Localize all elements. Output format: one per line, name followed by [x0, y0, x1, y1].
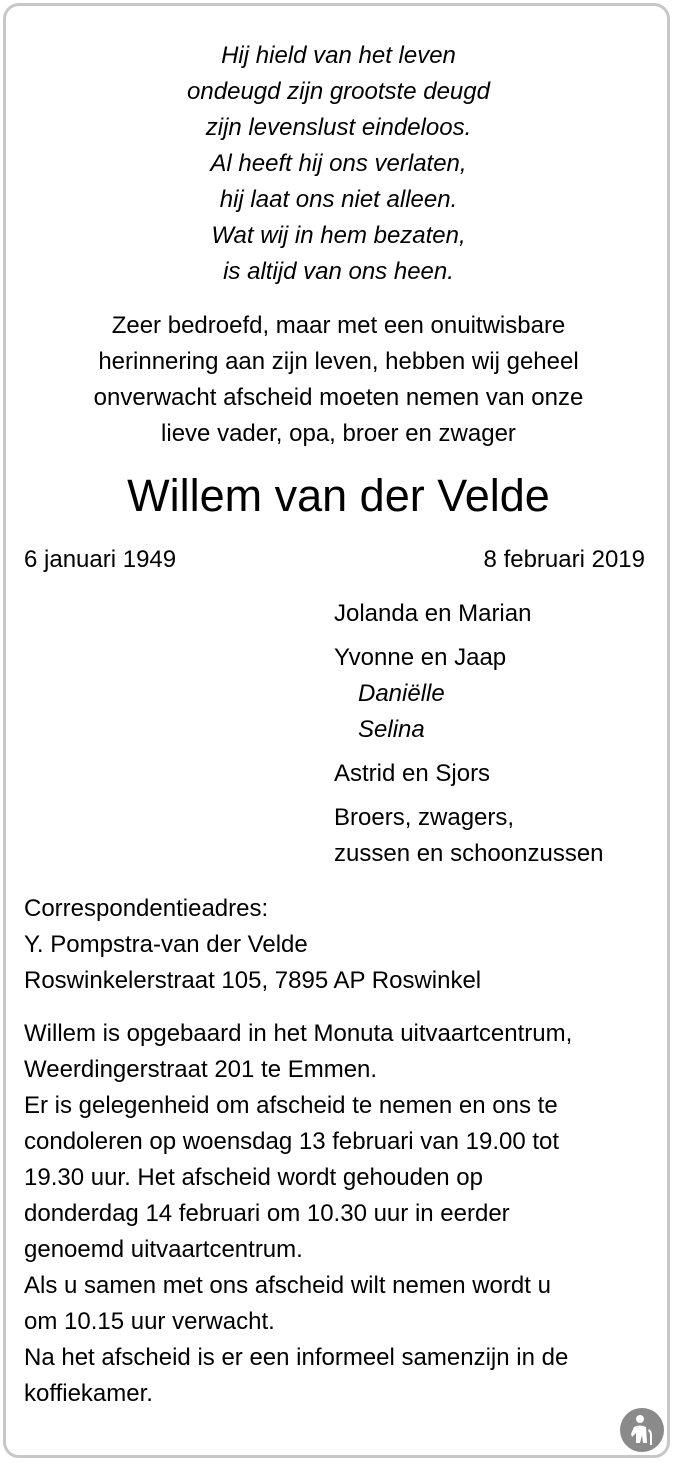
family-list [334, 596, 604, 880]
intro-line: onverwacht afscheid moeten nemen van onze [93, 384, 584, 411]
grandchild-name: Selina [358, 716, 425, 743]
deceased-name: Willem van der Velde [127, 470, 550, 521]
family-line: zussen en schoonzussen [334, 840, 604, 867]
family-line: Astrid en Sjors [334, 760, 491, 787]
family-group [334, 756, 604, 792]
poem-line: ondeugd zijn grootste deugd [187, 78, 490, 105]
grandchild-name: Daniëlle [358, 680, 445, 707]
intro-line: herinnering aan zijn leven, hebben wij geheel [98, 348, 579, 375]
info-line: Willem is opgebaard in het Monuta uitvaartcentrum, [24, 1020, 573, 1047]
intro-line: Zeer bedroefd, maar met een onuitwisbare [111, 312, 566, 339]
poem-line: is altijd van ons heen. [223, 258, 454, 285]
info-line: donderdag 14 februari om 10.30 uur in eerder [24, 1200, 510, 1227]
info-line: genoemd uitvaartcentrum. [24, 1236, 303, 1263]
ceremony-info [24, 1016, 664, 1412]
info-line: Als u samen met ons afscheid wilt nemen wordt u [24, 1272, 551, 1299]
poem-line: hij laat ons niet alleen. [219, 186, 458, 213]
poem-line: zijn levenslust eindeloos. [205, 114, 472, 141]
info-line: koffiekamer. [24, 1380, 153, 1407]
info-line: Na het afscheid is er een informeel samenzijn in de [24, 1344, 569, 1371]
correspondence-address [24, 891, 481, 999]
poem-line: Al heeft hij ons verlaten, [210, 150, 467, 177]
intro-text [0, 308, 677, 452]
info-line: 19.30 uur. Het afscheid wordt gehouden op [24, 1164, 483, 1191]
family-line: Yvonne en Jaap [334, 644, 507, 671]
info-line: Weerdingerstraat 201 te Emmen. [24, 1056, 378, 1083]
birth-date: 6 januari 1949 [24, 546, 177, 573]
memorial-logo-icon [619, 1407, 665, 1453]
correspondence-line: Correspondentieadres: [24, 895, 269, 922]
intro-line: lieve vader, opa, broer en zwager [161, 420, 516, 447]
correspondence-line: Roswinkelerstraat 105, 7895 AP Roswinkel [24, 967, 482, 994]
poem [0, 38, 677, 290]
correspondence-line: Y. Pompstra-van der Velde [24, 931, 308, 958]
family-group [334, 640, 604, 748]
family-group [334, 596, 604, 632]
info-line: Er is gelegenheid om afscheid te nemen en ons te [24, 1092, 558, 1119]
info-line: condoleren op woensdag 13 februari van 19.00 tot [24, 1128, 560, 1155]
family-group [334, 800, 604, 872]
family-line: Jolanda en Marian [334, 600, 532, 627]
poem-line: Hij hield van het leven [221, 42, 456, 69]
poem-line: Wat wij in hem bezaten, [211, 222, 466, 249]
family-line: Broers, zwagers, [334, 804, 515, 831]
info-line: om 10.15 uur verwacht. [24, 1308, 275, 1335]
death-date: 8 februari 2019 [483, 546, 645, 573]
